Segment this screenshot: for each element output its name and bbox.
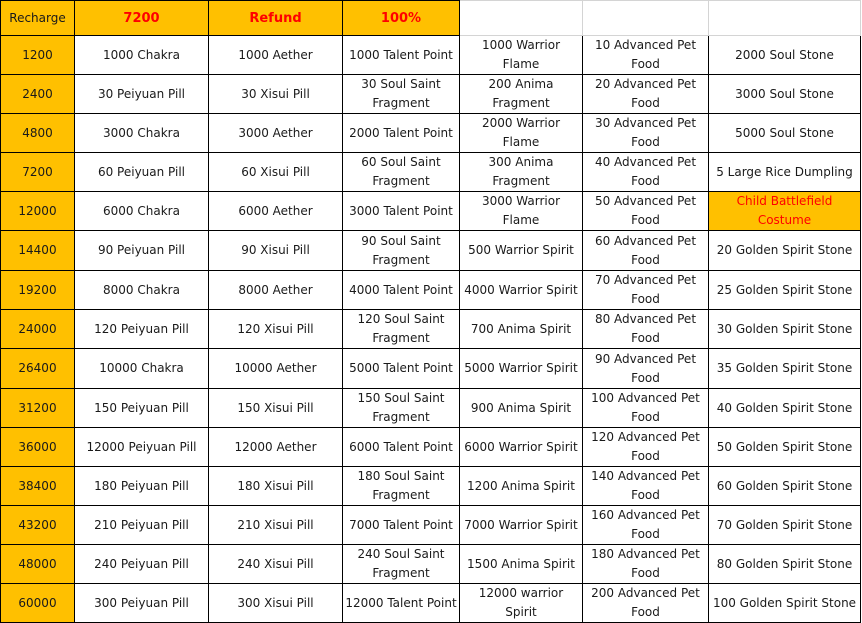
reward-cell[interactable]: 60 Xisui Pill — [209, 153, 343, 192]
reward-cell[interactable]: 2000 Warrior Flame — [460, 114, 583, 153]
reward-cell[interactable]: 60 Advanced Pet Food — [583, 231, 709, 271]
reward-cell[interactable]: 35 Golden Spirit Stone — [709, 349, 861, 389]
table-row — [1, 75, 861, 114]
reward-cell[interactable]: 120 Advanced Pet Food — [583, 428, 709, 467]
reward-cell[interactable]: 7000 Talent Point — [343, 506, 460, 545]
reward-cell[interactable]: 8000 Chakra — [75, 271, 209, 310]
reward-cell[interactable]: 900 Anima Spirit — [460, 389, 583, 428]
reward-cell[interactable]: 180 Soul Saint Fragment — [343, 467, 460, 506]
reward-cell[interactable]: 12000 Peiyuan Pill — [75, 428, 209, 467]
table-row — [1, 428, 861, 467]
reward-cell[interactable]: 12000 warrior Spirit — [460, 584, 583, 623]
recharge-cell[interactable]: 1200 — [1, 36, 75, 75]
reward-cell[interactable]: 240 Xisui Pill — [209, 545, 343, 584]
reward-cell[interactable]: 150 Soul Saint Fragment — [343, 389, 460, 428]
reward-cell[interactable]: 240 Peiyuan Pill — [75, 545, 209, 584]
reward-cell[interactable]: 2000 Talent Point — [343, 114, 460, 153]
reward-cell[interactable]: 200 Advanced Pet Food — [583, 584, 709, 623]
reward-cell[interactable]: 60 Peiyuan Pill — [75, 153, 209, 192]
reward-cell[interactable]: 2000 Soul Stone — [709, 36, 861, 75]
table-row — [1, 36, 861, 75]
reward-cell[interactable]: 5 Large Rice Dumpling — [709, 153, 861, 192]
reward-cell[interactable]: 300 Anima Fragment — [460, 153, 583, 192]
reward-cell[interactable]: 120 Soul Saint Fragment — [343, 310, 460, 349]
reward-cell[interactable]: 4000 Warrior Spirit — [460, 271, 583, 310]
reward-cell[interactable]: 180 Advanced Pet Food — [583, 545, 709, 584]
recharge-cell[interactable]: 26400 — [1, 349, 75, 389]
table-row — [1, 389, 861, 428]
reward-cell[interactable]: 60 Golden Spirit Stone — [709, 467, 861, 506]
table-row — [1, 506, 861, 545]
reward-cell[interactable]: 3000 Chakra — [75, 114, 209, 153]
reward-cell[interactable]: 120 Xisui Pill — [209, 310, 343, 349]
table-row — [1, 271, 861, 310]
reward-cell[interactable]: 30 Advanced Pet Food — [583, 114, 709, 153]
reward-cell[interactable]: 60 Soul Saint Fragment — [343, 153, 460, 192]
reward-cell[interactable]: 70 Golden Spirit Stone — [709, 506, 861, 545]
table-row — [1, 192, 861, 231]
reward-cell[interactable]: 3000 Aether — [209, 114, 343, 153]
reward-cell[interactable]: 30 Xisui Pill — [209, 75, 343, 114]
reward-cell[interactable]: 6000 Aether — [209, 192, 343, 231]
header-row — [1, 1, 861, 36]
reward-cell[interactable]: 90 Soul Saint Fragment — [343, 231, 460, 271]
header-recharge-label[interactable]: Recharge — [1, 1, 75, 36]
reward-cell[interactable]: 100 Golden Spirit Stone — [709, 584, 861, 623]
reward-cell[interactable]: 7000 Warrior Spirit — [460, 506, 583, 545]
header-blank-cell[interactable] — [583, 1, 709, 36]
reward-cell[interactable]: 90 Xisui Pill — [209, 231, 343, 271]
reward-cell[interactable]: 30 Soul Saint Fragment — [343, 75, 460, 114]
reward-cell[interactable]: 3000 Talent Point — [343, 192, 460, 231]
reward-cell[interactable]: 10 Advanced Pet Food — [583, 36, 709, 75]
reward-cell[interactable]: 1000 Talent Point — [343, 36, 460, 75]
header-refund[interactable]: Refund — [209, 1, 343, 36]
table-row — [1, 310, 861, 349]
reward-cell[interactable]: 150 Xisui Pill — [209, 389, 343, 428]
recharge-cell[interactable]: 14400 — [1, 231, 75, 271]
reward-cell[interactable]: 6000 Talent Point — [343, 428, 460, 467]
reward-cell[interactable]: 70 Advanced Pet Food — [583, 271, 709, 310]
reward-cell[interactable]: 700 Anima Spirit — [460, 310, 583, 349]
reward-cell[interactable]: 80 Golden Spirit Stone — [709, 545, 861, 584]
reward-cell[interactable]: 50 Golden Spirit Stone — [709, 428, 861, 467]
reward-cell[interactable]: 90 Peiyuan Pill — [75, 231, 209, 271]
recharge-cell[interactable]: 48000 — [1, 545, 75, 584]
reward-cell[interactable]: 12000 Aether — [209, 428, 343, 467]
reward-cell[interactable]: 1000 Aether — [209, 36, 343, 75]
reward-cell[interactable]: 12000 Talent Point — [343, 584, 460, 623]
recharge-cell[interactable]: 24000 — [1, 310, 75, 349]
reward-cell[interactable]: 50 Advanced Pet Food — [583, 192, 709, 231]
reward-cell[interactable]: 150 Peiyuan Pill — [75, 389, 209, 428]
table-row — [1, 231, 861, 271]
reward-cell[interactable]: 6000 Chakra — [75, 192, 209, 231]
reward-cell[interactable]: 1000 Chakra — [75, 36, 209, 75]
header-blank-cell[interactable] — [709, 1, 861, 36]
table-row — [1, 114, 861, 153]
table-row — [1, 467, 861, 506]
header-amount[interactable]: 7200 — [75, 1, 209, 36]
reward-cell[interactable]: 180 Peiyuan Pill — [75, 467, 209, 506]
recharge-cell[interactable]: 60000 — [1, 584, 75, 623]
header-percent[interactable]: 100% — [343, 1, 460, 36]
reward-cell[interactable]: 5000 Talent Point — [343, 349, 460, 389]
reward-cell[interactable]: 40 Golden Spirit Stone — [709, 389, 861, 428]
reward-cell[interactable]: 180 Xisui Pill — [209, 467, 343, 506]
reward-cell[interactable]: 90 Advanced Pet Food — [583, 349, 709, 389]
reward-cell[interactable]: 80 Advanced Pet Food — [583, 310, 709, 349]
recharge-cell[interactable]: 4800 — [1, 114, 75, 153]
reward-cell[interactable]: 160 Advanced Pet Food — [583, 506, 709, 545]
reward-cell[interactable]: 1200 Anima Spirit — [460, 467, 583, 506]
recharge-cell[interactable]: 12000 — [1, 192, 75, 231]
reward-cell[interactable]: 140 Advanced Pet Food — [583, 467, 709, 506]
recharge-cell[interactable]: 31200 — [1, 389, 75, 428]
reward-cell[interactable]: 300 Peiyuan Pill — [75, 584, 209, 623]
reward-cell[interactable]: 10000 Chakra — [75, 349, 209, 389]
reward-cell[interactable]: 210 Peiyuan Pill — [75, 506, 209, 545]
reward-cell[interactable]: 100 Advanced Pet Food — [583, 389, 709, 428]
reward-cell[interactable]: 20 Golden Spirit Stone — [709, 231, 861, 271]
header-blank-cell[interactable] — [460, 1, 583, 36]
reward-cell[interactable]: 1500 Anima Spirit — [460, 545, 583, 584]
reward-cell[interactable]: 120 Peiyuan Pill — [75, 310, 209, 349]
reward-cell[interactable]: 5000 Warrior Spirit — [460, 349, 583, 389]
recharge-cell[interactable]: 19200 — [1, 271, 75, 310]
recharge-cell[interactable]: 36000 — [1, 428, 75, 467]
reward-cell[interactable]: 25 Golden Spirit Stone — [709, 271, 861, 310]
reward-cell[interactable]: 300 Xisui Pill — [209, 584, 343, 623]
reward-cell[interactable]: 40 Advanced Pet Food — [583, 153, 709, 192]
reward-cell[interactable]: 3000 Soul Stone — [709, 75, 861, 114]
reward-cell[interactable]: 3000 Warrior Flame — [460, 192, 583, 231]
reward-cell[interactable]: 30 Peiyuan Pill — [75, 75, 209, 114]
reward-cell[interactable]: 4000 Talent Point — [343, 271, 460, 310]
table-row — [1, 349, 861, 389]
reward-cell[interactable]: 8000 Aether — [209, 271, 343, 310]
recharge-cell[interactable]: 38400 — [1, 467, 75, 506]
reward-cell[interactable]: 10000 Aether — [209, 349, 343, 389]
recharge-cell[interactable]: 43200 — [1, 506, 75, 545]
reward-cell[interactable]: 210 Xisui Pill — [209, 506, 343, 545]
reward-cell[interactable]: 30 Golden Spirit Stone — [709, 310, 861, 349]
table-row — [1, 545, 861, 584]
reward-cell[interactable]: 500 Warrior Spirit — [460, 231, 583, 271]
recharge-cell[interactable]: 2400 — [1, 75, 75, 114]
reward-cell[interactable]: 6000 Warrior Spirit — [460, 428, 583, 467]
table-row — [1, 584, 861, 623]
reward-cell[interactable]: 200 Anima Fragment — [460, 75, 583, 114]
recharge-cell[interactable]: 7200 — [1, 153, 75, 192]
special-reward-cell[interactable]: Child Battlefield Costume — [709, 192, 861, 231]
reward-cell[interactable]: 1000 Warrior Flame — [460, 36, 583, 75]
table-row — [1, 153, 861, 192]
reward-cell[interactable]: 240 Soul Saint Fragment — [343, 545, 460, 584]
reward-cell[interactable]: 20 Advanced Pet Food — [583, 75, 709, 114]
reward-cell[interactable]: 5000 Soul Stone — [709, 114, 861, 153]
